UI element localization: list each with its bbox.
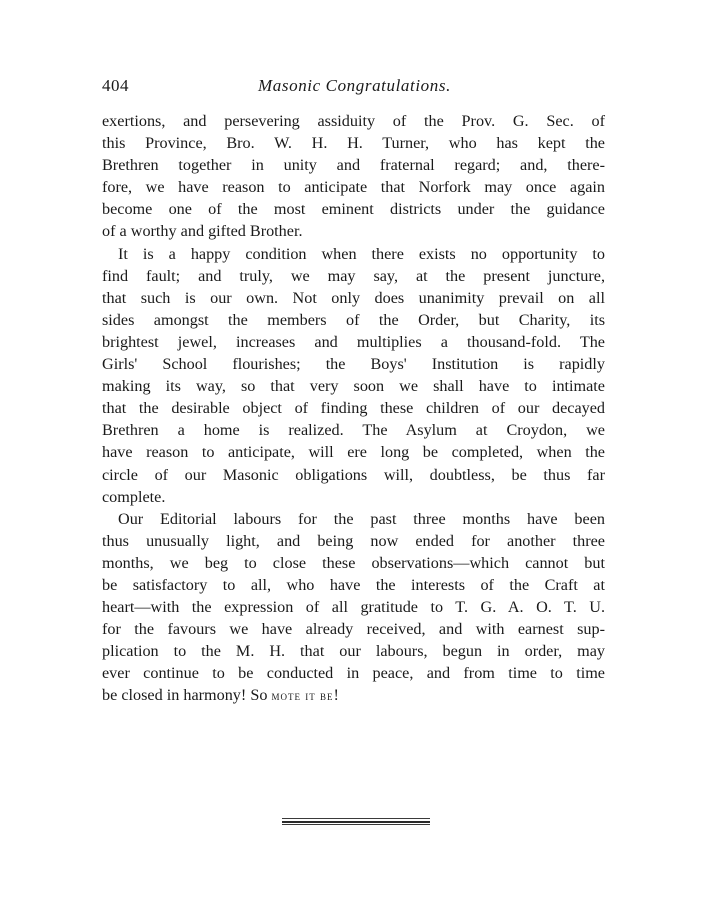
text-line: thus unusually light, and being now ended for another three	[102, 531, 605, 550]
text-line: that the desirable object of finding these children of our decayed	[102, 399, 605, 418]
text-line: Brethren a home is realized. The Asylum at Croydon, we	[102, 421, 605, 440]
text-line: sides amongst the members of the Order, but Charity, its	[102, 310, 605, 329]
closing-punct: !	[333, 686, 339, 705]
text-line: fore, we have reason to anticipate that Norfork may once again	[102, 178, 605, 197]
text-line: Brethren together in unity and fraternal regard; and, there-	[102, 156, 605, 175]
text-line: It is a happy condition when there exists no opportunity to	[118, 244, 605, 263]
text-line: brightest jewel, increases and multiplies a thousand-fold. The	[102, 332, 605, 351]
text-line: of a worthy and gifted Brother.	[102, 222, 303, 241]
text-line: months, we beg to close these observations—which cannot but	[102, 553, 605, 572]
text-line: plication to the M. H. that our labours, begun in order, may	[102, 642, 605, 661]
text-line: heart—with the expression of all gratitude to T. G. A. O. T. U.	[102, 598, 605, 617]
closing-line	[102, 684, 605, 706]
body-text	[102, 110, 605, 707]
text-line: have reason to anticipate, will ere long be completed, when the	[102, 443, 605, 462]
running-title: Masonic Congratulations.	[258, 76, 451, 95]
end-ornament-rule	[282, 818, 430, 826]
text-line: this Province, Bro. W. H. H. Turner, who has kept the	[102, 134, 605, 153]
text-line: Girls' School flourishes; the Boys' Institution is rapidly	[102, 355, 605, 374]
text-line: be satisfactory to all, who have the interests of the Craft at	[102, 575, 605, 594]
page-number: 404	[102, 76, 129, 95]
text-line: complete.	[102, 487, 166, 506]
ornament-rule-bottom	[282, 824, 430, 825]
closing-text: be closed in harmony! So	[102, 686, 268, 705]
text-line: find fault; and truly, we may say, at the present juncture,	[102, 266, 605, 285]
ornament-rule-middle	[282, 821, 430, 823]
text-line: ever continue to be conducted in peace, and from time to time	[102, 664, 605, 683]
text-line: making its way, so that very soon we shall have to intimate	[102, 377, 605, 396]
text-line: circle of our Masonic obligations will, doubtless, be thus far	[102, 465, 605, 484]
ornament-rule-top	[282, 818, 430, 819]
text-line: that such is our own. Not only does unanimity prevail on all	[102, 288, 605, 307]
text-line: Our Editorial labours for the past three months have been	[118, 509, 605, 528]
text-line: for the favours we have already received, and with earnest sup-	[102, 620, 605, 639]
page-header	[102, 76, 607, 102]
text-line: become one of the most eminent districts under the guidance	[102, 200, 605, 219]
closing-smallcaps: mote it be	[271, 688, 334, 704]
text-line: exertions, and persevering assiduity of the Prov. G. Sec. of	[102, 112, 605, 130]
